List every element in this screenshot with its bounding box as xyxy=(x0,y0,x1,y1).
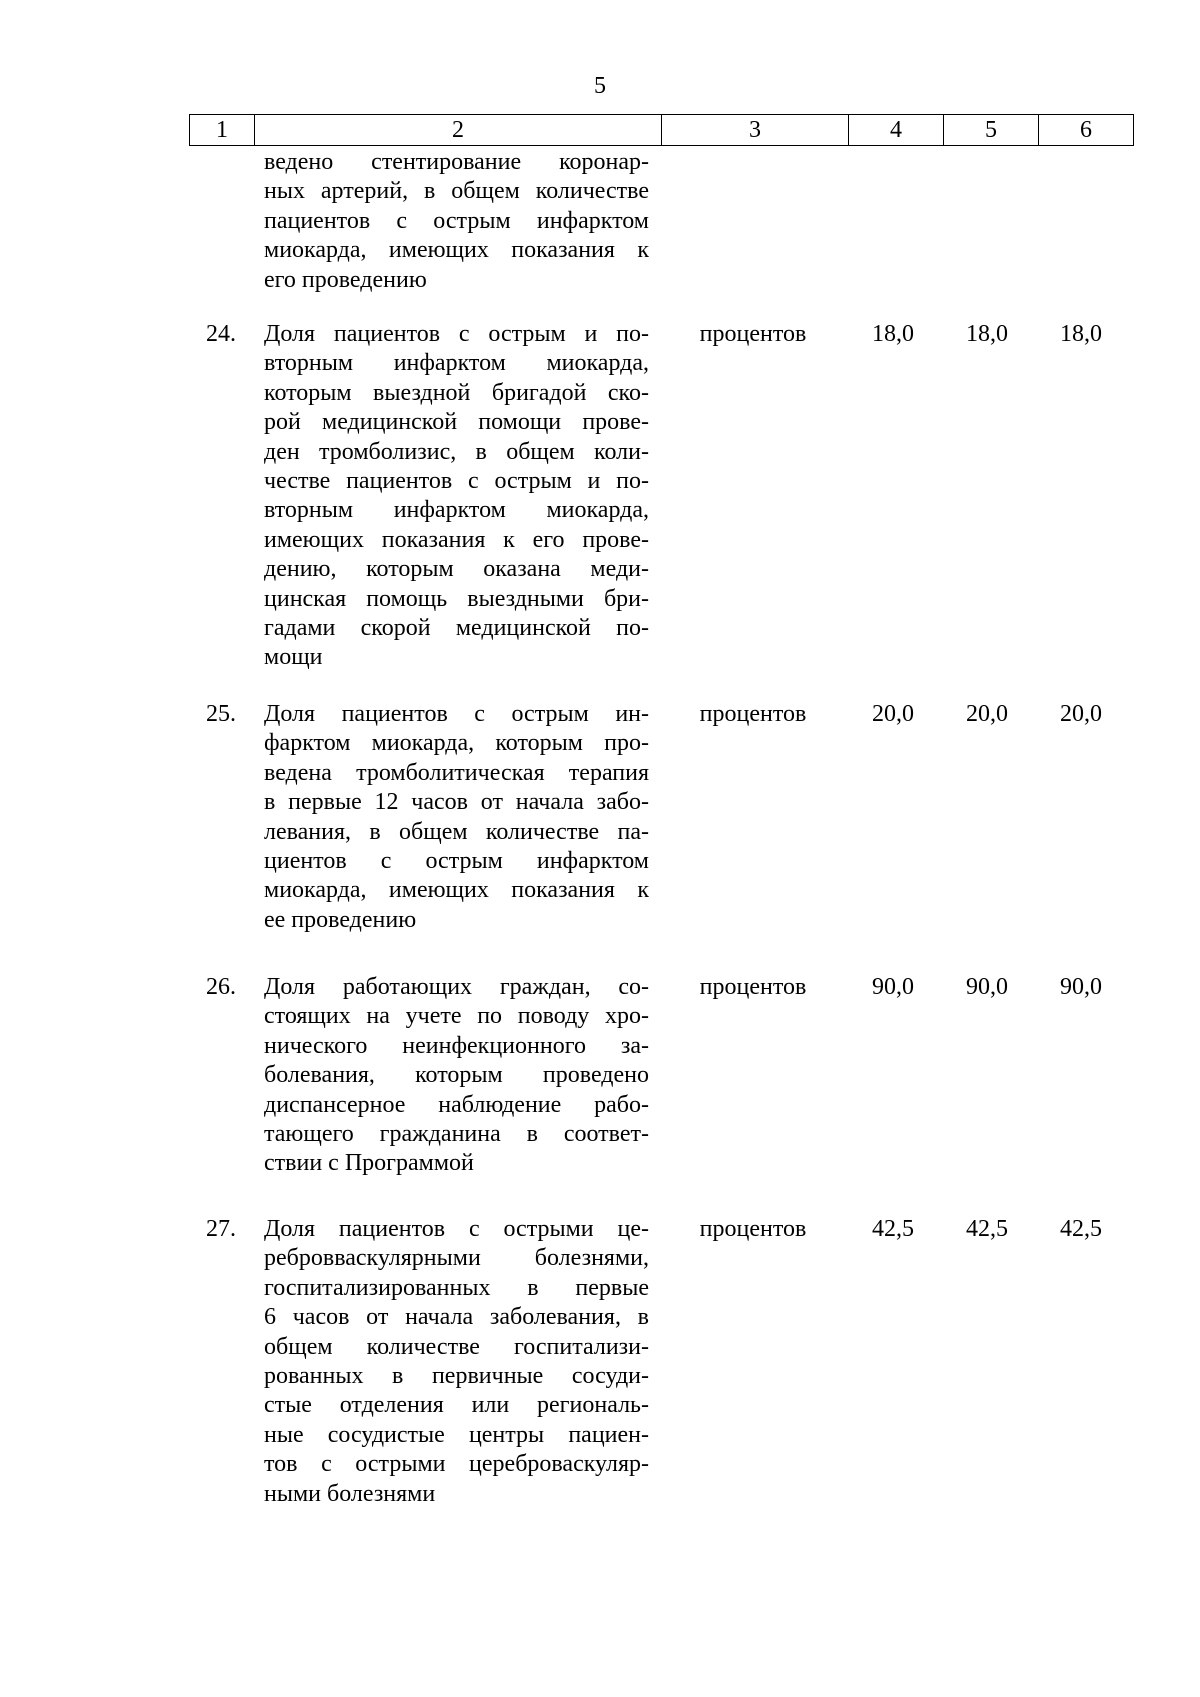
description-line: которым выездной бригадой ско- xyxy=(264,379,649,406)
description-line: Доля пациентов с острыми це- xyxy=(264,1216,649,1242)
description-line: тающего гражданина в соответ- xyxy=(264,1121,649,1148)
description-line: тов с острыми цереброваскуляр- xyxy=(264,1451,649,1478)
description-line: стоящих на учете по поводу хро- xyxy=(264,1003,649,1030)
column-header-4: 4 xyxy=(849,115,944,146)
description-line: гадами скорой медицинской по- xyxy=(264,615,649,642)
column-header-table xyxy=(189,114,1134,146)
row-unit: процентов xyxy=(699,321,807,347)
continuation-description xyxy=(264,148,649,295)
description-line: цинская помощь выездными бри- xyxy=(264,585,649,612)
description-line: имеющих показания к его прове- xyxy=(264,526,649,553)
description-line: Доля пациентов с острым и по- xyxy=(264,321,649,347)
row-value-col6: 42,5 xyxy=(1060,1216,1102,1242)
column-header-5: 5 xyxy=(944,115,1039,146)
row-number: 26. xyxy=(206,974,236,1000)
row-value-col4: 18,0 xyxy=(872,321,914,347)
description-line: ные сосудистые центры пациен- xyxy=(264,1421,649,1448)
row-unit: процентов xyxy=(699,1216,807,1242)
row-value-col4: 20,0 xyxy=(872,701,914,727)
row-unit: процентов xyxy=(699,974,807,1000)
description-line: дению, которым оказана меди- xyxy=(264,556,649,583)
description-line: стые отделения или региональ- xyxy=(264,1392,649,1419)
row-number: 24. xyxy=(206,321,236,347)
description-line: ствии с Программой xyxy=(264,1150,474,1177)
description-line: его проведению xyxy=(264,266,427,293)
description-line: госпитализированных в первые xyxy=(264,1274,649,1301)
row-value-col5: 42,5 xyxy=(966,1216,1008,1242)
description-line: нического неинфекционного за- xyxy=(264,1032,649,1059)
description-line: ее проведению xyxy=(264,906,417,933)
row-value-col5: 90,0 xyxy=(966,974,1008,1000)
row-number: 25. xyxy=(206,701,236,727)
description-line: вторным инфарктом миокарда, xyxy=(264,497,649,524)
column-header-1: 1 xyxy=(190,115,255,146)
description-line: в первые 12 часов от начала забо- xyxy=(264,789,649,816)
description-line: ребровваскулярными болезнями, xyxy=(264,1245,649,1272)
description-line: миокарда, имеющих показания к xyxy=(264,877,649,904)
row-description xyxy=(264,973,649,1179)
page-number: 5 xyxy=(594,73,606,99)
description-line: ведена тромболитическая терапия xyxy=(264,759,649,786)
description-line: Доля работающих граждан, со- xyxy=(264,974,649,1000)
description-line: мощи xyxy=(264,644,323,671)
row-description xyxy=(264,1215,649,1509)
row-value-col6: 18,0 xyxy=(1060,321,1102,347)
description-line: ведено стентирование коронар- xyxy=(264,149,649,175)
row-value-col5: 20,0 xyxy=(966,701,1008,727)
description-line: миокарда, имеющих показания к xyxy=(264,237,649,264)
description-line: Доля пациентов с острым ин- xyxy=(264,701,649,727)
description-line: рованных в первичные сосуди- xyxy=(264,1363,649,1390)
column-header-6: 6 xyxy=(1039,115,1134,146)
description-line: циентов с острым инфарктом xyxy=(264,848,649,875)
description-line: левания, в общем количестве па- xyxy=(264,818,649,845)
column-header-row xyxy=(190,115,1134,146)
description-line: рой медицинской помощи прове- xyxy=(264,409,649,436)
row-value-col4: 42,5 xyxy=(872,1216,914,1242)
description-line: ден тромболизис, в общем коли- xyxy=(264,438,649,465)
description-line: диспансерное наблюдение рабо- xyxy=(264,1091,649,1118)
row-description xyxy=(264,320,649,673)
description-line: честве пациентов с острым и по- xyxy=(264,468,649,495)
row-unit: процентов xyxy=(699,701,807,727)
row-description xyxy=(264,700,649,935)
description-line: фарктом миокарда, которым про- xyxy=(264,730,649,757)
description-line: болевания, которым проведено xyxy=(264,1062,649,1089)
row-value-col6: 90,0 xyxy=(1060,974,1102,1000)
column-header-2: 2 xyxy=(255,115,662,146)
description-line: общем количестве госпитализи- xyxy=(264,1333,649,1360)
description-line: пациентов с острым инфарктом xyxy=(264,207,649,234)
row-number: 27. xyxy=(206,1216,236,1242)
description-line: ными болезнями xyxy=(264,1480,436,1507)
description-line: ных артерий, в общем количестве xyxy=(264,178,649,205)
column-header-3: 3 xyxy=(662,115,849,146)
description-line: 6 часов от начала заболевания, в xyxy=(264,1304,649,1331)
row-value-col6: 20,0 xyxy=(1060,701,1102,727)
row-value-col5: 18,0 xyxy=(966,321,1008,347)
row-value-col4: 90,0 xyxy=(872,974,914,1000)
description-line: вторным инфарктом миокарда, xyxy=(264,350,649,377)
